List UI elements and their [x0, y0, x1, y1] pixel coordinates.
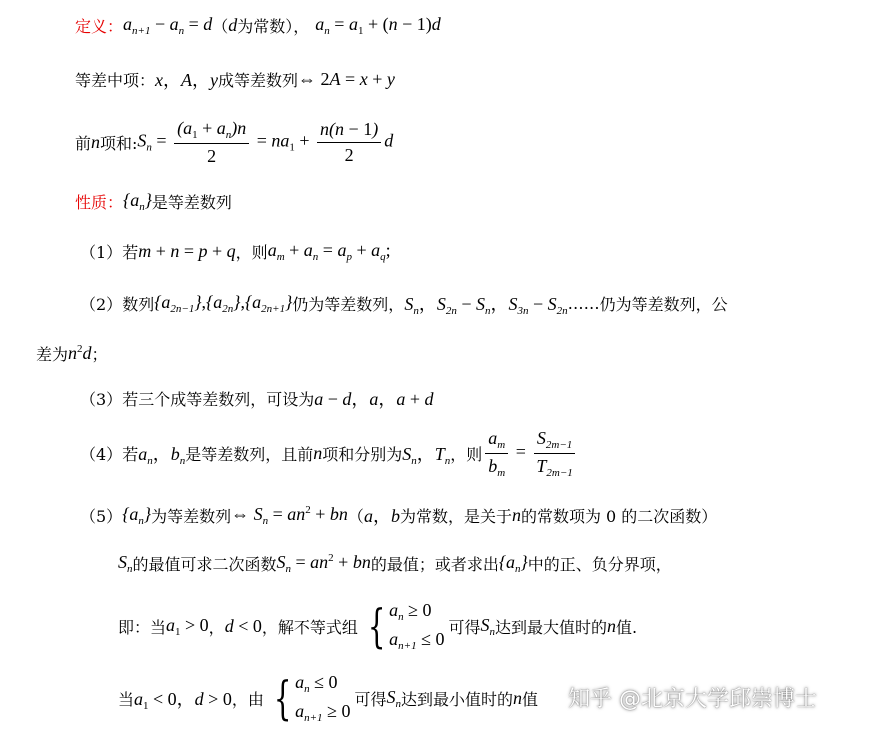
property-3: （3） 若三个成等差数列，可设为 a − d，a，a + d — [80, 385, 434, 411]
property-5c: 当 $a_1 < 0$，d > 0 ，由 { $a_n \le 0$ $a_{n+1} \ge 0$ 可得 $S_n$ 达到最小值时的 n 值 — [118, 671, 538, 725]
properties-text: 是等差数列 — [151, 193, 232, 212]
definition-label: 定义： — [75, 17, 124, 36]
middle-term-line — [75, 66, 395, 92]
properties-line: 性质： $\{a_n\}$ 是等差数列 — [75, 190, 232, 213]
formula-p2-diff: $n^2d$ — [68, 343, 92, 363]
formula-p4-ratio: $\frac{a_m}{b_m}$ = $\frac{S_{2m-1}}{T_{2m-1}}$ — [482, 428, 579, 479]
formula-p3: a − d，a，a + d — [314, 389, 434, 409]
formula-p1-condition: m + n = p + q — [138, 241, 236, 261]
middle-term-mid: 成等差数列 — [218, 70, 299, 90]
watermark: 知乎 @北京大学邱崇博士 — [568, 687, 817, 712]
formula-p1-result: $a_m + a_n = a_p + a_q$; — [267, 240, 391, 263]
property-2-cont: 差为 $n^2d$ ； — [36, 343, 108, 364]
formula-p5: ⇔ $S_n = an^2$ + bn — [231, 503, 348, 527]
properties-label: 性质： — [75, 193, 124, 212]
sum-line: 前 n 项和: $S_n$ = $\frac{(a_1 + a_n)n}{2}$ = $na_1$ + $\frac{n(n - 1)}{2}$ d — [75, 118, 394, 166]
definition-paren: （ — [212, 17, 229, 36]
sum-label: 前 — [75, 134, 92, 153]
formula-sum: $S_n$ = $\frac{(a_1 + a_n)n}{2}$ = $na_1$ + $\frac{n(n - 1)}{2}$ d — [137, 118, 394, 166]
middle-term-vars: x，A，y — [155, 70, 219, 90]
formula-p2-sums: $S_n$，$S_{2n} - S_n$，$S_{3n} - S_{2n}$ — [404, 294, 568, 317]
formula-general-term: $a_n = a_1 + (n - 1)d$ — [315, 14, 441, 37]
property-2: （2） 数列 $\{a_{2n-1}\},\{a_{2n}\},\{a_{2n+1}\}$ 仍为等差数列， $S_n$，$S_{2n} - S_n$，$S_{3n} - S_{2n}$ …… 仍为等差数列，公 — [80, 292, 728, 317]
sum-mid: 项和: — [100, 134, 138, 153]
property-1: （1） 若 m + n = p + q ，则 $a_m + a_n = a_p + a_q$; — [80, 240, 391, 263]
formula-p2-seq: $\{a_{2n-1}\},\{a_{2n}\},\{a_{2n+1}\}$ — [154, 292, 293, 315]
inequality-system-max: { $a_n \ge 0$ $a_{n+1} \le 0$ — [367, 599, 445, 653]
formula-middle-term: ⇔ 2A = x + y — [298, 68, 395, 89]
definition-d: d — [228, 15, 238, 35]
property-5: （5） $\{a_n\}$ 为等差数列 ⇔ $S_n = an^2$ + bn （ a，b 为常数，是关于 n 的常数项为 0 的二次函数） — [80, 503, 718, 527]
property-5b: 即：当 $a_1 > 0$ ， d < 0 ，解不等式组 { $a_n \ge 0$ $a_{n+1} \le 0$ 可得 $S_n$ 达到最大值时的 n 值. — [118, 599, 638, 653]
definition-line — [75, 14, 441, 37]
property-5a: $S_n$ 的最值可求二次函数 $S_n = an^2$ + bn 的最值；或者求出 $\{a_n\}$ 中的正、负分界项， — [118, 552, 672, 575]
middle-term-label: 等差中项： — [75, 70, 156, 90]
inequality-system-min: { $a_n \le 0$ $a_{n+1} \ge 0$ — [273, 671, 351, 725]
property-4: （4） 若 $a_n$，$b_n$ 是等差数列，且前 n 项和分别为 $S_n$，$T_n$ ，则 $\frac{a_m}{b_m}$ = $\frac{S_{2m-1}}{T_{2m-1}}$ — [80, 428, 579, 479]
definition-note: 为常数）， — [237, 17, 310, 36]
formula-definition: $a_{n+1} - a_n = d$ — [123, 14, 213, 37]
